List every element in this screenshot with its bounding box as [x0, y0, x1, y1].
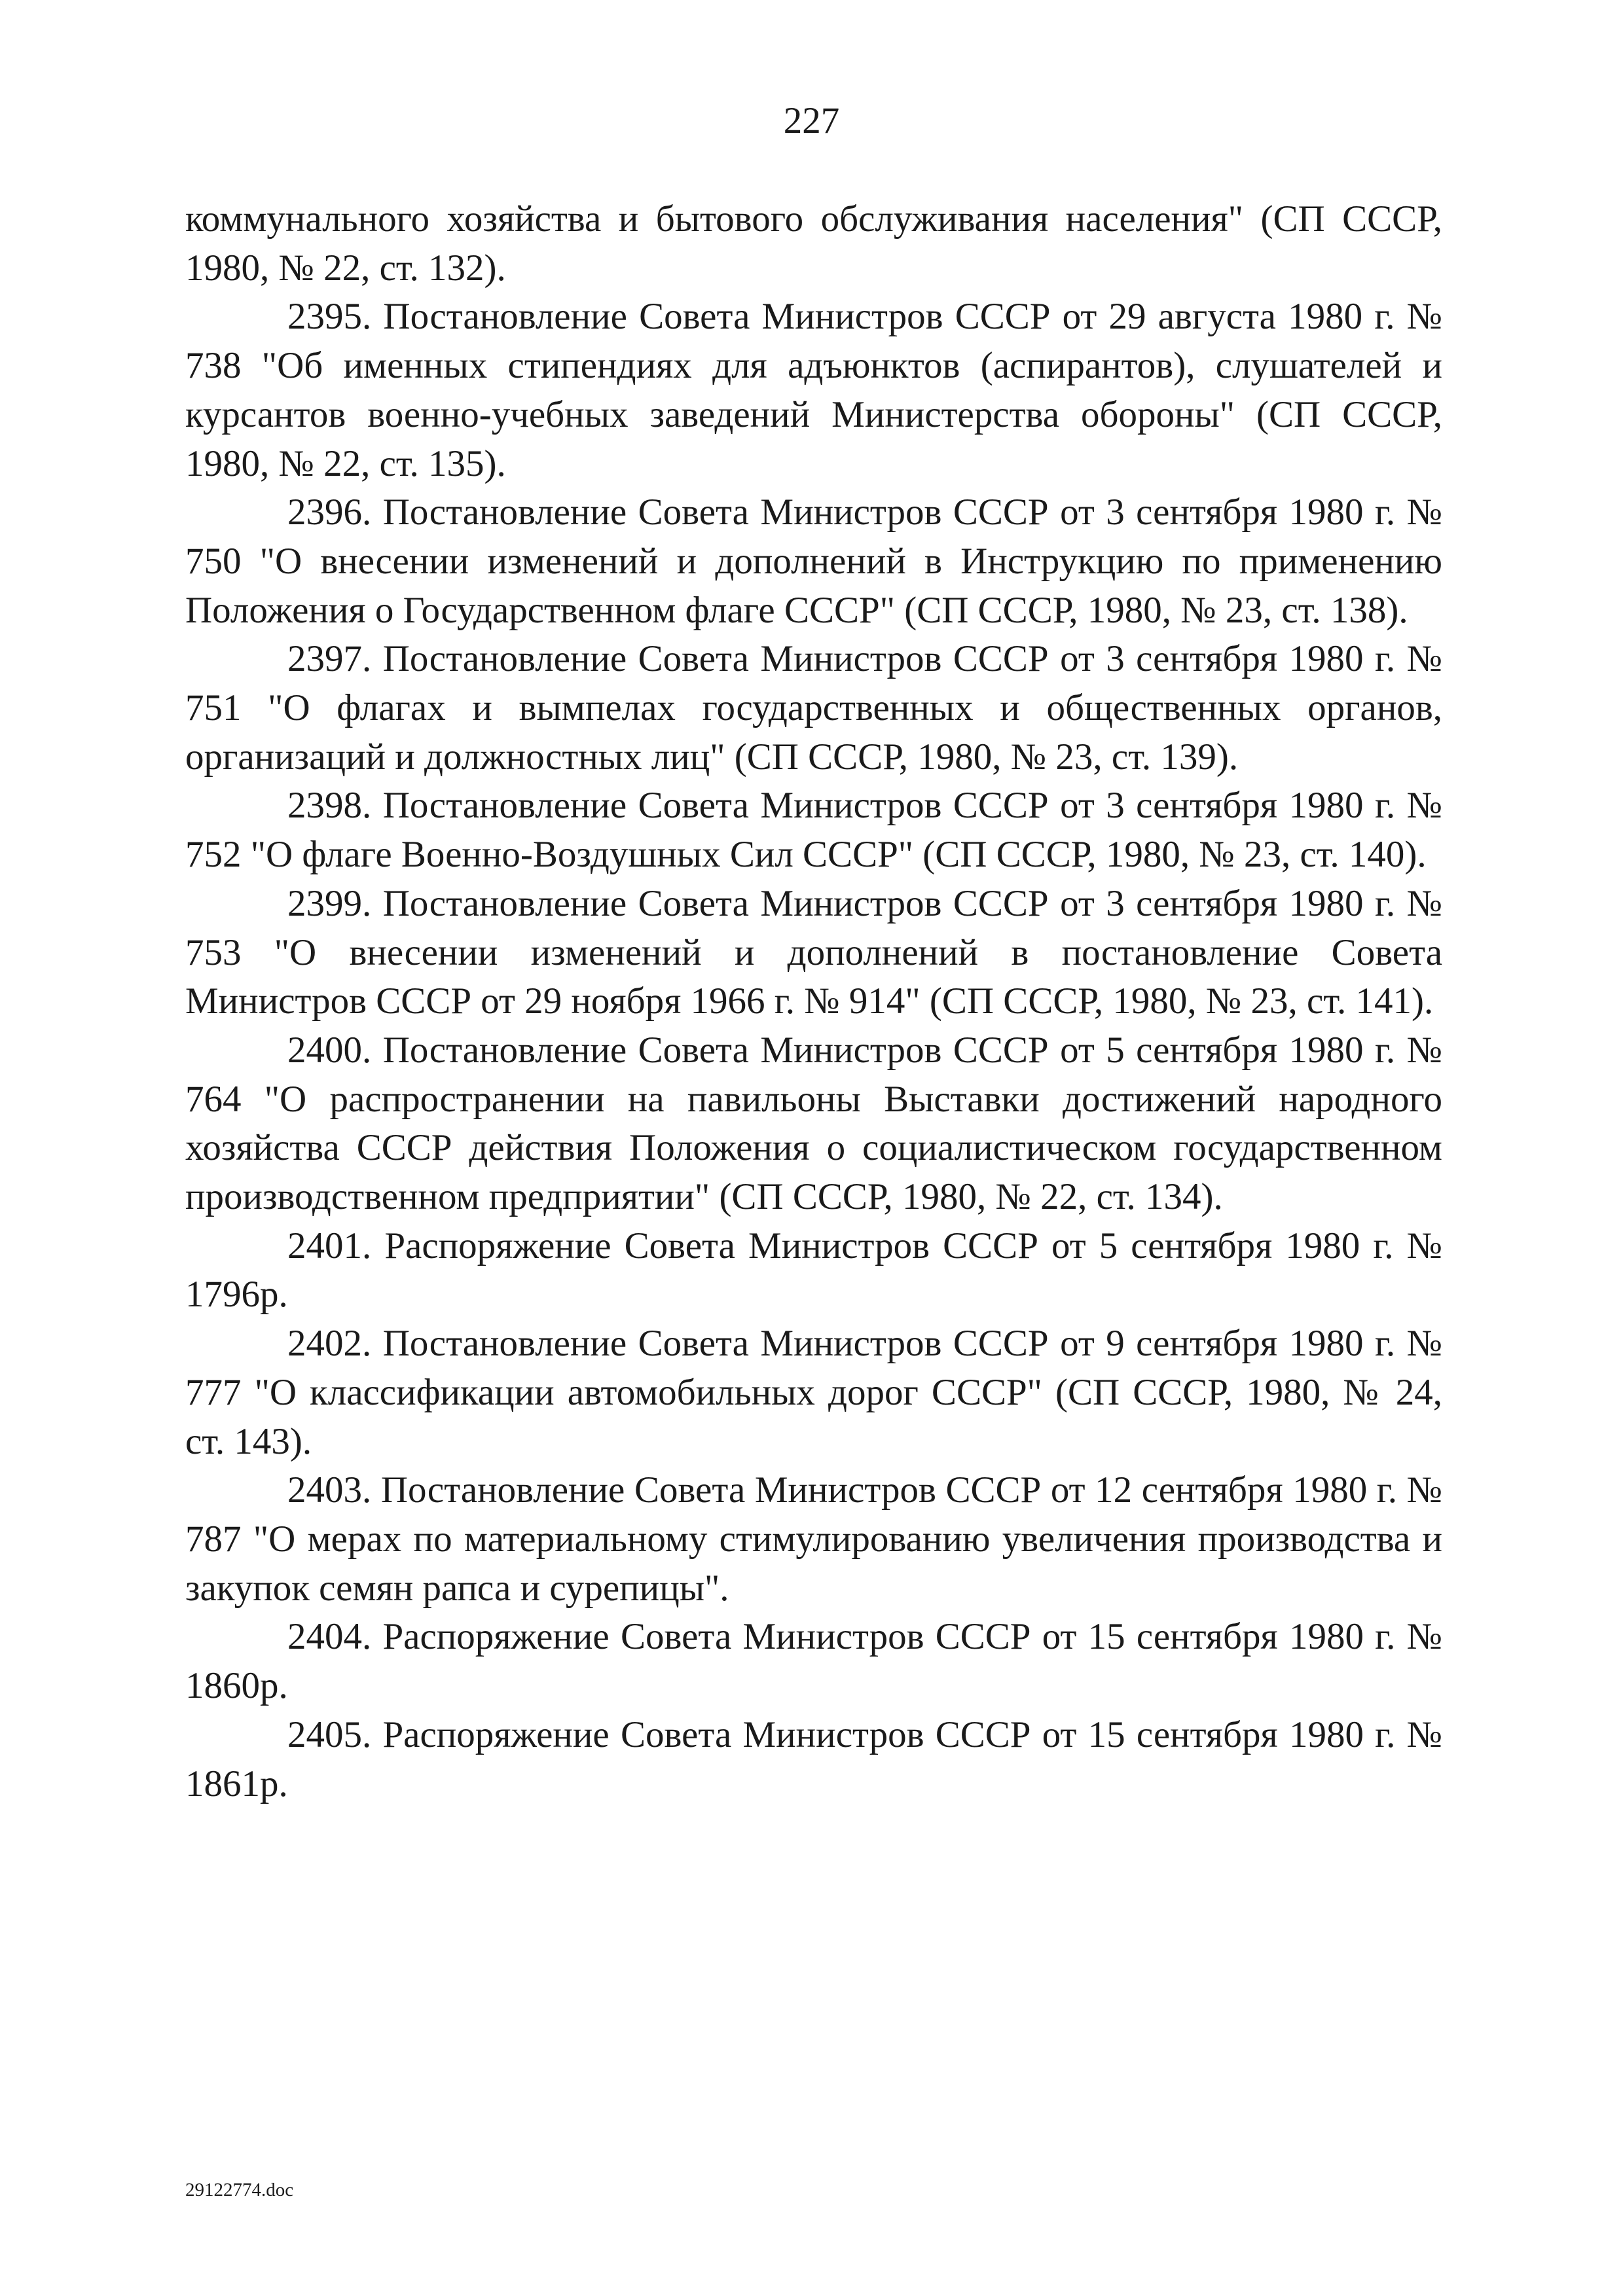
page-number: 227 [783, 100, 840, 141]
paragraph-entry-2399: 2399. Постановление Совета Министров СССР от 3 сентября 1980 г. № 753 "О внесении изменений и дополнений в постановление Совета Министров СССР от 29 ноября 1966 г. № 914" (СП СССР, 1980, № 23, ст. 141). [185, 882, 1442, 1022]
paragraph-entry-2401: 2401. Распоряжение Совета Министров СССР от 5 сентября 1980 г. № 1796р. [185, 1225, 1442, 1316]
paragraph-entry-2404: 2404. Распоряжение Совета Министров СССР от 15 сентября 1980 г. № 1860р. [185, 1616, 1442, 1707]
paragraph-entry-2405: 2405. Распоряжение Совета Министров СССР от 15 сентября 1980 г. № 1861р. [185, 1713, 1442, 1804]
paragraph-entry-2403: 2403. Постановление Совета Министров СССР от 12 сентября 1980 г. № 787 "О мерах по материальному стимулированию увеличения производства и закупок семян рапса и сурепицы". [185, 1469, 1442, 1609]
paragraph-entry-2398: 2398. Постановление Совета Министров СССР от 3 сентября 1980 г. № 752 "О флаге Военно-Воздушных Сил СССР" (СП СССР, 1980, № 23, ст. 140). [185, 785, 1442, 876]
paragraph-entry-2397: 2397. Постановление Совета Министров СССР от 3 сентября 1980 г. № 751 "О флагах и вымпелах государственных и общественных органов, организаций и должностных лиц" (СП СССР, 1980, № 23, ст. 139). [185, 638, 1442, 778]
paragraph-entry-2395: 2395. Постановление Совета Министров СССР от 29 августа 1980 г. № 738 "Об именных стипендиях для адъюнктов (аспирантов), слушателей и курсантов военно-учебных заведений Министерства обороны" (СП СССР, 1980, № 22, ст. 135). [185, 296, 1442, 484]
footer-filename: 29122774.doc [185, 2179, 294, 2200]
paragraph-entry-2396: 2396. Постановление Совета Министров СССР от 3 сентября 1980 г. № 750 "О внесении изменений и дополнений в Инструкцию по применению Положения о Государственном флаге СССР" (СП СССР, 1980, № 23, ст. 138). [185, 492, 1442, 631]
document-body [185, 195, 1442, 1808]
paragraph-continuation: коммунального хозяйства и бытового обслуживания населения" (СП СССР, 1980, № 22, ст. 132). [185, 198, 1442, 289]
paragraph-entry-2400: 2400. Постановление Совета Министров СССР от 5 сентября 1980 г. № 764 "О распространении на павильоны Выставки достижений народного хозяйства СССР действия Положения о социалистическом государственном производственном предприятии" (СП СССР, 1980, № 22, ст. 134). [185, 1029, 1442, 1218]
paragraph-entry-2402: 2402. Постановление Совета Министров СССР от 9 сентября 1980 г. № 777 "О классификации автомобильных дорог СССР" (СП СССР, 1980, № 24, ст. 143). [185, 1323, 1442, 1462]
